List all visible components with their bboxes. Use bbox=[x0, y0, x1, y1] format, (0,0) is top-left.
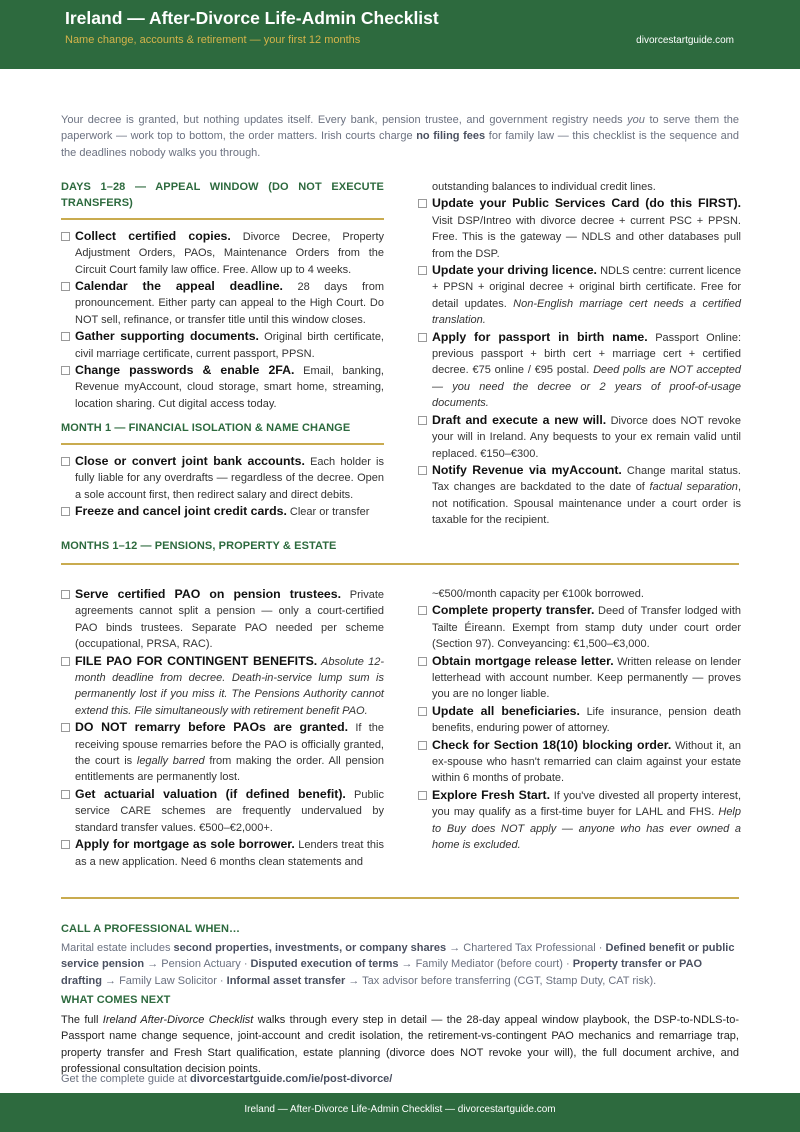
checklist-item: Update all beneficiaries. Life insurance, pension death benefits, enduring power of attorney. bbox=[418, 703, 741, 737]
professional-paragraph: Marital estate includes second properties, investments, or company shares → Chartered Tax Professional · Defined benefit or public service pension → Pension Actuary · Disputed execution of terms → Family Mediator (before court) · Property transfer or PAO drafting → Family Law Solicitor · Informal asset transfer → Tax advisor before transferring (CGT, Stamp Duty, CAT risk). bbox=[61, 942, 735, 987]
checkbox[interactable] bbox=[418, 791, 427, 800]
checklist-item: Update your Public Services Card (do this FIRST). Visit DSP/Intreo with divorce decree + current PSC + PPSN. Free. This is the gateway — NDLS and other databases pull from the DSP. bbox=[418, 195, 741, 262]
checkbox[interactable] bbox=[61, 723, 70, 732]
guide-link[interactable]: divorcestartguide.com/ie/post-divorce/ bbox=[190, 1073, 393, 1085]
right-column-bottom bbox=[418, 586, 741, 854]
intro-paragraph: Your decree is granted, but nothing updates itself. Every bank, pension trustee, and government registry needs you to serve them the paperwork — work top to bottom, the order matters. Irish courts charge no filing fees for family law — this checklist is the sequence and the deadlines nobody walks you through. bbox=[61, 114, 739, 159]
next-paragraph: The full Ireland After-Divorce Checklist walks through every step in detail — the 28-day appeal window playbook, the DSP-to-NDLS-to-Passport name change sequence, joint-account and credit isolation, the retirement-vs-contingent PAO mechanics and remarriage trap, property transfer and Fresh Start qualification, estate planning (divorce does NOT revoke your will), the full document archive, and professional consultation decision points. bbox=[61, 1014, 739, 1076]
checkbox[interactable] bbox=[61, 457, 70, 466]
section-divider bbox=[61, 897, 739, 899]
checkbox[interactable] bbox=[61, 507, 70, 516]
page-title: Ireland — After-Divorce Life-Admin Checklist bbox=[65, 8, 439, 28]
checklist-item: Obtain mortgage release letter. Written release on lender letterhead with account number. Keep permanently — proves you are no longer liable. bbox=[418, 653, 741, 703]
checkbox[interactable] bbox=[61, 232, 70, 241]
continued-text: ~€500/month capacity per €100k borrowed. bbox=[432, 588, 644, 600]
checklist-item: Serve certified PAO on pension trustees. Private agreements cannot split a pension — only a court-certified PAO binds trustees. Separate PAO needed per scheme (occupational, PRSA, RAC). bbox=[61, 586, 384, 653]
checklist-item: Apply for passport in birth name. Passport Online: previous passport + birth cert + marriage cert + certified decree. €75 online / €95 postal. Deed polls are NOT accepted — you need the decree or 2 years of proof-of-usage documents. bbox=[418, 329, 741, 412]
checklist-item: Complete property transfer. Deed of Transfer lodged with Tailte Éireann. Exempt from stamp duty under court order (Section 97). Conveyancing: €1,500–€3,000. bbox=[418, 602, 741, 652]
checkbox[interactable] bbox=[61, 590, 70, 599]
checklist-item: Calendar the appeal deadline. 28 days from pronouncement. Either party can appeal to the High Court. Do NOT sell, refinance, or transfer title until this window closes. bbox=[61, 278, 384, 328]
section-divider bbox=[61, 218, 384, 220]
checklist-item: Draft and execute a new will. Divorce does NOT revoke your will in Ireland. Any bequests to your ex remain valid until replaced. €150–€300. bbox=[418, 412, 741, 462]
checkbox[interactable] bbox=[418, 266, 427, 275]
left-column-bottom bbox=[61, 586, 384, 870]
checklist-item: Close or convert joint bank accounts. Each holder is fully liable for any overdrafts — regardless of the decree. Open a sole account first, then redirect salary and direct debits. bbox=[61, 453, 384, 503]
checkbox[interactable] bbox=[61, 366, 70, 375]
section-title-professional: CALL A PROFESSIONAL WHEN… bbox=[61, 923, 241, 935]
left-column-top bbox=[61, 179, 384, 520]
checkbox[interactable] bbox=[61, 282, 70, 291]
right-column-top bbox=[418, 179, 741, 529]
checklist-item: Explore Fresh Start. If you've divested all property interest, you may qualify as a first-time buyer for LAHL and FHS. Help to Buy does NOT apply — anyone who has ever owned a home is excluded. bbox=[418, 787, 741, 854]
checkbox[interactable] bbox=[61, 790, 70, 799]
checkbox[interactable] bbox=[418, 466, 427, 475]
checkbox[interactable] bbox=[61, 332, 70, 341]
checkbox[interactable] bbox=[61, 657, 70, 666]
checkbox[interactable] bbox=[418, 606, 427, 615]
checkbox[interactable] bbox=[418, 657, 427, 666]
section-title-pensions: MONTHS 1–12 — PENSIONS, PROPERTY & ESTATE bbox=[61, 540, 337, 552]
checklist-item: Collect certified copies. Divorce Decree, Property Adjustment Orders, PAOs, Maintenance Orders from the Circuit Court family law office. Free. Allow up to 4 weeks. bbox=[61, 228, 384, 278]
section-title-appeal-window: DAYS 1–28 — APPEAL WINDOW (DO NOT EXECUTE TRANSFERS) bbox=[61, 181, 384, 210]
section-divider bbox=[61, 563, 739, 565]
checkbox[interactable] bbox=[418, 707, 427, 716]
checkbox[interactable] bbox=[418, 333, 427, 342]
cta-line: Get the complete guide at divorcestartguide.com/ie/post-divorce/ bbox=[61, 1073, 393, 1085]
checklist-item: Update your driving licence. NDLS centre: current licence + PPSN + original decree + original birth certificate. Free for detail updates. Non-English marriage cert needs a certified translation. bbox=[418, 262, 741, 329]
header-url: divorcestartguide.com bbox=[636, 35, 734, 46]
section-divider bbox=[61, 443, 384, 445]
page-subtitle: Name change, accounts & retirement — your first 12 months bbox=[65, 34, 361, 46]
checklist-item: Freeze and cancel joint credit cards. Clear or transfer bbox=[61, 503, 384, 520]
checklist-item: DO NOT remarry before PAOs are granted. If the receiving spouse remarries before the PAO is officially granted, the court is legally barred from making the order. All pension entitlements are permanently lost. bbox=[61, 719, 384, 786]
checklist-item: Notify Revenue via myAccount. Change marital status. Tax changes are backdated to the date of factual separation, not notification. Spousal maintenance under a court order is taxable for the recipient. bbox=[418, 462, 741, 529]
continued-text: outstanding balances to individual credit lines. bbox=[432, 181, 656, 193]
checkbox[interactable] bbox=[418, 199, 427, 208]
page-footer: Ireland — After-Divorce Life-Admin Checklist — divorcestartguide.com bbox=[0, 1093, 800, 1132]
checklist-item: FILE PAO FOR CONTINGENT BENEFITS. Absolute 12-month deadline from decree. Death-in-service lump sum is permanently lost if you miss it. The Pensions Authority cannot extend this. File simultaneously with retirement benefit PAO. bbox=[61, 653, 384, 720]
checklist-item: Check for Section 18(10) blocking order. Without it, an ex-spouse who hasn't remarried can claim against your estate within 6 months of probate. bbox=[418, 737, 741, 787]
checklist-item: Apply for mortgage as sole borrower. Lenders treat this as a new application. Need 6 months clean statements and bbox=[61, 836, 384, 870]
checklist-item: Get actuarial valuation (if defined benefit). Public service CARE schemes are frequently undervalued by standard transfer values. €500–€2,000+. bbox=[61, 786, 384, 836]
section-title-month-1: MONTH 1 — FINANCIAL ISOLATION & NAME CHANGE bbox=[61, 422, 351, 435]
page-header bbox=[0, 0, 800, 69]
checkbox[interactable] bbox=[61, 840, 70, 849]
checklist-item: Gather supporting documents. Original birth certificate, civil marriage certificate, current passport, PPSN. bbox=[61, 328, 384, 362]
checkbox[interactable] bbox=[418, 416, 427, 425]
checkbox[interactable] bbox=[418, 741, 427, 750]
section-title-next: WHAT COMES NEXT bbox=[61, 994, 171, 1006]
checklist-item: Change passwords & enable 2FA. Email, banking, Revenue myAccount, cloud storage, smart home, streaming, location sharing. Cut digital access today. bbox=[61, 362, 384, 412]
